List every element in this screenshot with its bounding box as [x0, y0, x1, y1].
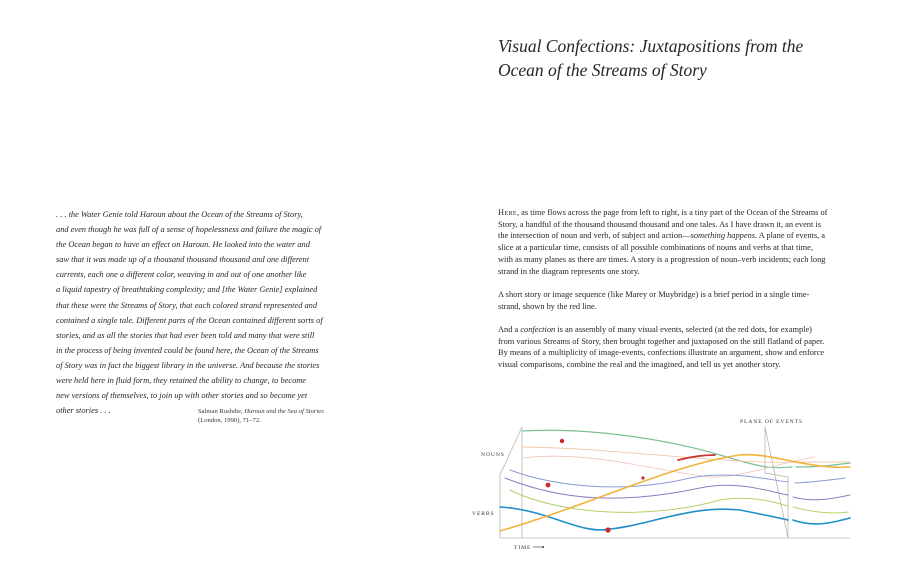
paragraph-1	[498, 207, 828, 277]
epigraph-line: were held here in fluid form, they retained the ability to change, to become	[56, 376, 307, 386]
epigraph-line: that these were the Streams of Story, that each colored strand represented and	[56, 300, 318, 310]
epigraph-line: of Story was in fact the biggest library in the universe. And because the stories	[56, 360, 320, 370]
epigraph-line: . . . the Water Genie told Haroun about the Ocean of the Streams of Story,	[56, 210, 303, 219]
strand-blue	[500, 507, 850, 530]
paragraph-text: is an assembly of many visual events, selected (at the red dots, for example) from various Streams of Story, then brought together and juxtaposed on the still flatland of paper. By means of a multiplicity of image-events, confections illustrate an argument, show and enforce visual comparisons, combine the real and the imagined, and tell us yet another story.	[498, 325, 825, 370]
paragraph-text: , as time flows across the page from left to right, is a tiny part of the Ocean of the Streams of Story, a handful of the thousand thousand thousand and one tales. As I have drawn it, an event is the intersection of noun and verb, of subject and action—	[498, 208, 828, 241]
epigraph-line: the Ocean began to have an effect on Haroun. He looked into the water and	[56, 240, 310, 250]
event-dot	[641, 476, 644, 479]
citation-author: Salman Rushdie,	[198, 408, 245, 415]
title-line-1: Visual Confections: Juxtapositions from the	[498, 36, 804, 56]
emphasis: something happens	[690, 231, 756, 241]
event-dot	[546, 483, 551, 488]
paragraph-text: . A plane of events, a slice at a particular time, consists of all possible combinations of nouns and verbs at that time, with as many planes as there are times. A story is a progression of noun–verb incidents; each long strand in the diagram represents one story.	[498, 231, 826, 276]
story-strands	[500, 430, 850, 531]
page-title	[498, 34, 818, 82]
epigraph-line: a liquid tapestry of breathtaking complexity; and [the Water Genie] explained	[56, 285, 318, 295]
nouns-label: NOUNS	[481, 452, 505, 458]
epigraph-citation	[198, 408, 338, 425]
epigraph-line: stories, and as all the stories that had ever been told and many that were still	[56, 330, 315, 340]
citation-book-title: Haroun and the Sea of Stories	[244, 408, 324, 415]
paragraph-2: A short story or image sequence (like Marey or Muybridge) is a brief period in a single time-strand, shown by the red line.	[498, 289, 810, 311]
paragraph-text: And a	[498, 325, 521, 334]
event-dot	[560, 439, 564, 443]
plane-of-events	[765, 427, 788, 538]
epigraph-line: and even though he was full of a sense of hopelessness and failure the magic of	[56, 225, 322, 235]
verbs-label: VERBS	[472, 511, 495, 517]
lead-word: Here	[498, 208, 517, 217]
epigraph-line: contained a single tale. Different parts of the Ocean contained different sorts of	[56, 315, 323, 325]
streams-of-story-diagram	[470, 410, 870, 570]
epigraph-line: other stories . . .	[56, 406, 111, 416]
paragraph-3	[498, 324, 828, 371]
time-arrow-icon	[533, 546, 544, 548]
epigraph-line: new versions of themselves, to join up with other stories and so become yet	[56, 391, 308, 401]
emphasis: confection	[520, 325, 556, 334]
epigraph-quote	[56, 207, 326, 418]
epigraph-line: in the process of being invented could be found here, the Ocean of the Streams	[56, 345, 319, 355]
title-line-2: Ocean of the Streams of Story	[498, 60, 707, 80]
event-dot	[605, 527, 610, 532]
plane-of-events-label: PLANE OF EVENTS	[740, 419, 803, 425]
citation-details: (London, 1990), 71–72.	[198, 416, 261, 424]
epigraph-line: saw that it was made up of a thousand thousand thousand and one different	[56, 255, 310, 265]
epigraph-line: currents, each one a different color, weaving in and out of one another like	[56, 270, 307, 280]
body-text	[498, 207, 828, 383]
time-label: TIME	[514, 545, 532, 551]
